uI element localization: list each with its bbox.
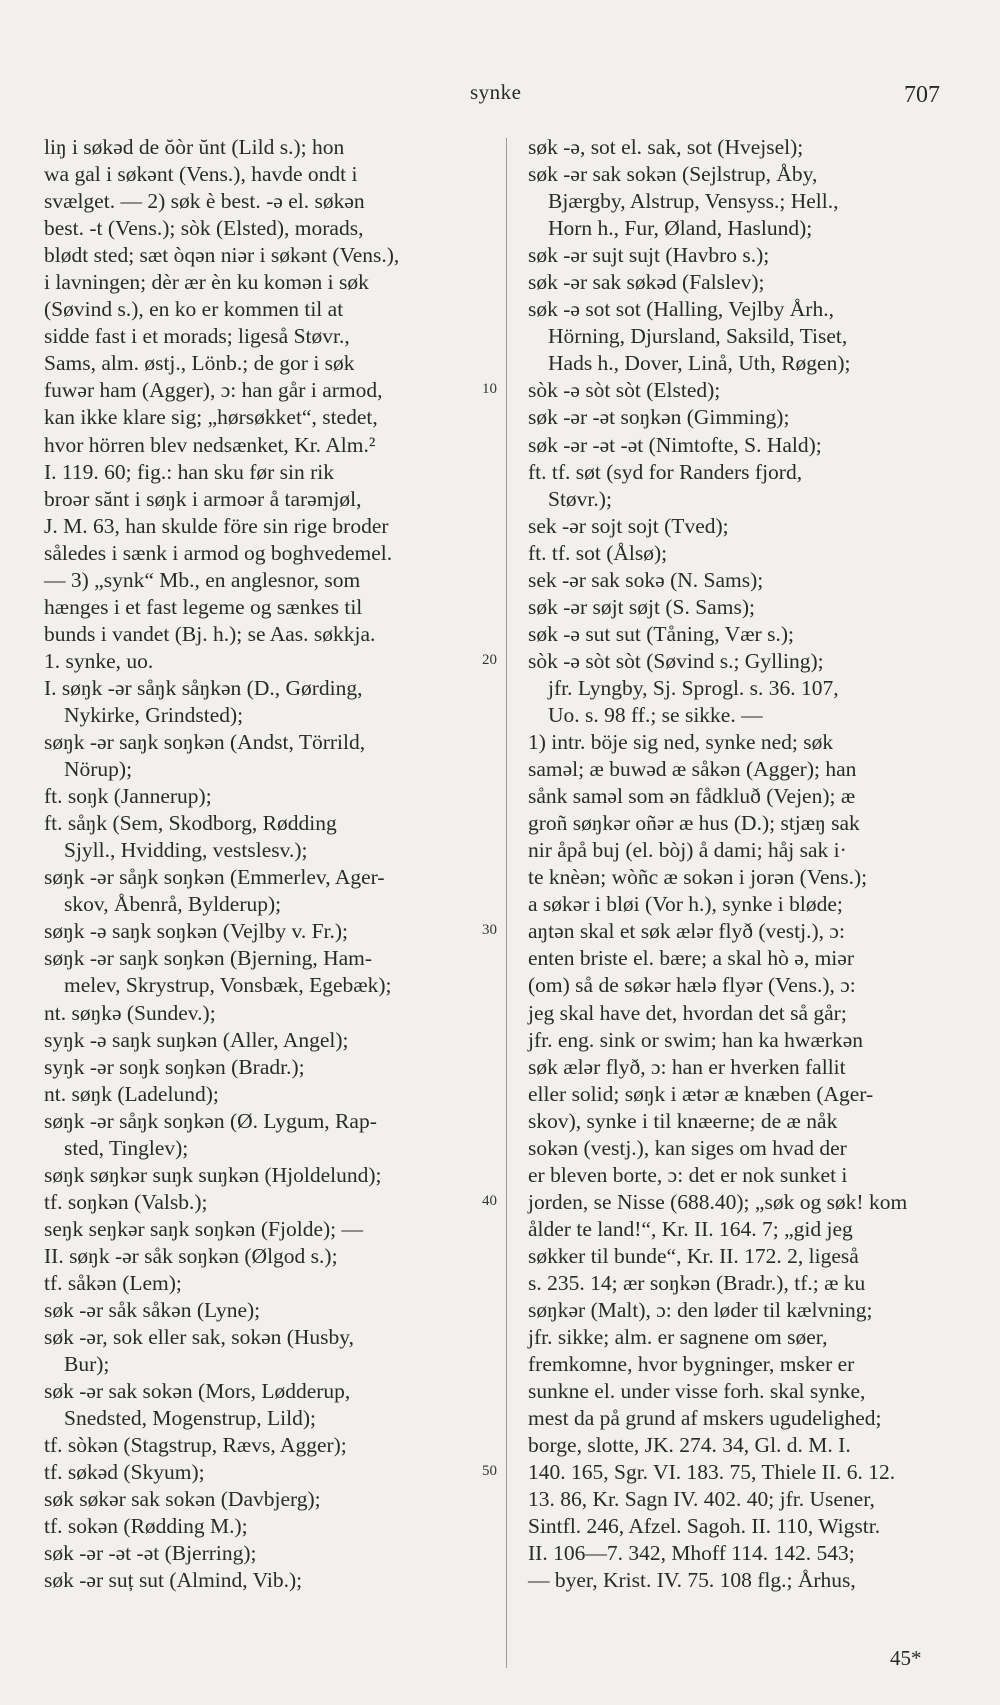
left-text-line: best. -t (Vens.); sòk (Elsted), morads, — [44, 216, 364, 241]
left-text-line: blødt sted; sæt òqən niər i søkənt (Vens.), — [44, 243, 400, 268]
left-text-line: syŋk -ər soŋk soŋkən (Bradr.); — [44, 1054, 305, 1079]
right-text-line: II. 106—7. 342, Mhoff 114. 142. 543; — [528, 1541, 855, 1566]
left-text-line: hænges i et fast legeme og sænkes til — [44, 594, 363, 619]
right-text-line: søŋkər (Malt), ɔ: den løder til kælvning; — [528, 1298, 873, 1323]
left-text-line: (Søvind s.), en ko er kommen til at — [44, 297, 344, 322]
right-text-line: søk -ər sujt sujt (Havbro s.); — [528, 243, 770, 268]
left-text-line: Sjyll., Hvidding, vestslesv.); — [64, 838, 308, 863]
signature-mark: 45* — [890, 1646, 922, 1670]
right-text-line: 1) intr. böje sig ned, synke ned; søk — [528, 730, 834, 755]
right-text-line: sek -ər sojt sojt (Tved); — [528, 513, 729, 538]
right-text-line: mest da på grund af mskers ugudelighed; — [528, 1406, 882, 1431]
page-number: 707 — [904, 82, 940, 108]
left-text-line: Nörup); — [64, 757, 133, 782]
left-text-line: svælget. — 2) søk è best. -ə el. søkən — [44, 189, 365, 214]
right-text-line: er bleven borte, ɔ: det er nok sunket i — [528, 1162, 848, 1187]
right-text-line: te knèən; wòñc æ sokən i jorən (Vens.); — [528, 865, 868, 890]
right-text-line: jeg skal have det, hvordan det så går; — [528, 1000, 847, 1025]
left-text-line: ft. soŋk (Jannerup); — [44, 784, 212, 809]
left-column — [44, 134, 484, 1595]
right-text-line: sek -ər sak sokə (N. Sams); — [528, 567, 764, 592]
right-text-line: enten briste el. bære; a skal hò ə, miər — [528, 946, 854, 971]
right-text-line: Bjærgby, Alstrup, Vensyss.; Hell., — [548, 189, 839, 214]
left-text-line: Sams, alm. østj., Lönb.; de gor i søk — [44, 351, 355, 376]
right-text-line: sokən (vestj.), kan siges om hvad der — [528, 1135, 847, 1160]
left-text-line: II. søŋk -ər såk soŋkən (Ølgod s.); — [44, 1243, 338, 1268]
right-text-line: søk -ə sot sot (Halling, Vejlby Årh., — [528, 297, 834, 322]
right-text-line: Sintfl. 246, Afzel. Sagoh. II. 110, Wigstr. — [528, 1514, 881, 1539]
left-text-line: skov, Åbenrå, Bylderup); — [64, 892, 282, 917]
right-text-line: Horn h., Fur, Øland, Haslund); — [548, 216, 813, 241]
left-text-line: nt. søŋkə (Sundev.); — [44, 1000, 216, 1025]
right-text-line: borge, slotte, JK. 274. 34, Gl. d. M. I. — [528, 1433, 851, 1458]
right-text-line: — byer, Krist. IV. 75. 108 flg.; Århus, — [528, 1568, 856, 1593]
right-text-line: søk -ər sak søkəd (Falslev); — [528, 270, 765, 295]
left-text-line: ft. såŋk (Sem, Skodborg, Rødding — [44, 811, 337, 836]
right-text-line: søk -ər sak sokən (Sejlstrup, Åby, — [528, 162, 818, 187]
right-text-line: søkker til bunde“, Kr. II. 172. 2, ligeså — [528, 1243, 859, 1268]
running-head: synke — [470, 80, 522, 104]
right-text-line: Støvr.); — [548, 486, 612, 511]
left-text-line: søŋk søŋkər suŋk suŋkən (Hjoldelund); — [44, 1162, 382, 1187]
left-text-line: tf. sokən (Rødding M.); — [44, 1514, 248, 1539]
right-text-line: søk -ər -ət soŋkən (Gimming); — [528, 405, 790, 430]
left-text-line: J. M. 63, han skulde före sin rige broder — [44, 513, 389, 538]
left-text-line: syŋk -ə saŋk suŋkən (Aller, Angel); — [44, 1027, 349, 1052]
left-text-line: hvor hörren blev nedsænket, Kr. Alm.² — [44, 432, 376, 457]
right-text-line: skov), synke i til knæerne; de æ nåk — [528, 1108, 838, 1133]
right-text-line: 140. 165, Sgr. VI. 183. 75, Thiele II. 6. 12. — [528, 1460, 896, 1485]
right-text-line: groñ søŋkər oñər æ hus (D.); stjæŋ sak — [528, 811, 860, 836]
left-text-line: seŋk seŋkər saŋk soŋkən (Fjolde); — — [44, 1216, 363, 1241]
right-text-line: sånk saməl som ən fådkluð (Vejen); æ — [528, 784, 856, 809]
left-text-line: således i sænk i armod og boghvedemel. — [44, 540, 393, 565]
left-text-line: Bur); — [64, 1352, 110, 1377]
column-rule — [506, 138, 507, 1668]
left-text-line: søŋk -ər såŋk soŋkən (Ø. Lygum, Rap- — [44, 1108, 377, 1133]
right-text-line: (om) så de søkər hælə flyər (Vens.), ɔ: — [528, 973, 856, 998]
right-text-line: søk -ə sut sut (Tåning, Vær s.); — [528, 621, 794, 646]
left-text-line: wa gal i søkənt (Vens.), havde ondt i — [44, 162, 358, 187]
left-text-line: Snedsted, Mogenstrup, Lild); — [64, 1406, 317, 1431]
left-text-line: 1. synke, uo. — [44, 648, 154, 673]
left-text-line: søk -ər såk såkən (Lyne); — [44, 1298, 261, 1323]
right-text-line: eller solid; søŋk i ætər æ knæben (Ager- — [528, 1081, 874, 1106]
right-text-line: ft. tf. sot (Ålsø); — [528, 540, 668, 565]
left-text-line: fuwər ham (Agger), ɔ: han går i armod, — [44, 378, 383, 403]
left-text-line: broər sănt i søŋk i armoər å tarəmjøl, — [44, 486, 362, 511]
left-text-line: søk -ər, sok eller sak, sokən (Husby, — [44, 1325, 355, 1350]
left-text-line: søk -ər sak sokən (Mors, Lødderup, — [44, 1379, 351, 1404]
right-text-line: aŋtən skal et søk ælər flyð (vestj.), ɔ: — [528, 919, 845, 944]
left-text-line: liŋ i søkəd de ŏòr ŭnt (Lild s.); hon — [44, 135, 345, 159]
line-number-mark: 30 — [482, 922, 497, 939]
line-number-mark: 50 — [482, 1463, 497, 1480]
left-text-line: sidde fast i et morads; ligeså Støvr., — [44, 324, 350, 349]
left-text-line: søŋk -ə saŋk soŋkən (Vejlby v. Fr.); — [44, 919, 349, 944]
right-text-line: s. 235. 14; ær soŋkən (Bradr.), tf.; æ ku — [528, 1270, 866, 1295]
right-text-line: fremkomne, hvor bygninger, msker er — [528, 1352, 855, 1377]
right-text-line: søk -ər søjt søjt (S. Sams); — [528, 594, 755, 619]
right-text-line: jfr. sikke; alm. er sagnene om søer, — [528, 1325, 828, 1350]
left-text-line: tf. søkəd (Skyum); — [44, 1460, 205, 1485]
line-number-mark: 40 — [482, 1192, 497, 1209]
right-text-line: sòk -ə sòt sòt (Søvind s.; Gylling); — [528, 648, 824, 673]
right-text-line: a søkər i bløi (Vor h.), synke i bløde; — [528, 892, 843, 917]
left-text-line: tf. såkən (Lem); — [44, 1270, 182, 1295]
left-text-line: tf. soŋkən (Valsb.); — [44, 1189, 208, 1214]
line-number-mark: 10 — [482, 381, 497, 398]
right-text-line: jorden, se Nisse (688.40); „søk og søk! kom — [528, 1189, 908, 1214]
right-text-line: Hads h., Dover, Linå, Uth, Røgen); — [548, 351, 851, 376]
right-text-line: Hörning, Djursland, Saksild, Tiset, — [548, 324, 848, 349]
right-text-line: saməl; æ buwəd æ såkən (Agger); han — [528, 757, 857, 782]
left-text-line: I. 119. 60; fig.: han sku før sin rik — [44, 459, 335, 484]
left-text-line: i lavningen; dèr ær èn ku komən i søk — [44, 270, 369, 295]
right-text-line: nir åpå buj (el. bòj) å dami; håj sak i· — [528, 838, 847, 863]
right-text-line: Uo. s. 98 ff.; se sikke. — — [548, 702, 763, 727]
right-text-line: jfr. Lyngby, Sj. Sprogl. s. 36. 107, — [548, 675, 839, 700]
right-text-line: sunkne el. under visse forh. skal synke, — [528, 1379, 866, 1404]
right-text-line: sòk -ə sòt sòt (Elsted); — [528, 378, 721, 403]
right-text-line: ålder te land!“, Kr. II. 164. 7; „gid jeg — [528, 1216, 853, 1241]
left-text-line: tf. sòkən (Stagstrup, Rævs, Agger); — [44, 1433, 347, 1458]
right-column — [528, 134, 948, 1595]
right-text-line: jfr. eng. sink or swim; han ka hwærkən — [528, 1027, 863, 1052]
left-text-line: Nykirke, Grindsted); — [64, 702, 244, 727]
left-text-line: søŋk -ər såŋk soŋkən (Emmerlev, Ager- — [44, 865, 385, 890]
left-text-line: I. søŋk -ər såŋk såŋkən (D., Gørding, — [44, 675, 363, 700]
line-number-mark: 20 — [482, 651, 497, 668]
right-text-line: ft. tf. søt (syd for Randers fjord, — [528, 459, 803, 484]
left-text-line: bunds i vandet (Bj. h.); se Aas. søkkja. — [44, 621, 376, 646]
left-text-line: kan ikke klare sig; „hørsøkket“, stedet, — [44, 405, 378, 430]
left-text-line: søŋk -ər saŋk soŋkən (Bjerning, Ham- — [44, 946, 373, 971]
left-text-line: søk -ər -ət -ət (Bjerring); — [44, 1541, 257, 1566]
left-text-line: nt. søŋk (Ladelund); — [44, 1081, 219, 1106]
left-text-line: søŋk -ər saŋk soŋkən (Andst, Törrild, — [44, 730, 366, 755]
left-text-line: søk søkər sak sokən (Davbjerg); — [44, 1487, 321, 1512]
right-text-line: 13. 86, Kr. Sagn IV. 402. 40; jfr. Usener, — [528, 1487, 875, 1512]
right-text-line: søk -ə, sot el. sak, sot (Hvejsel); — [528, 135, 804, 159]
right-text-line: søk -ər -ət -ət (Nimtofte, S. Hald); — [528, 432, 822, 457]
left-text-line: melev, Skrystrup, Vonsbæk, Egebæk); — [64, 973, 392, 998]
right-text-line: søk ælər flyð, ɔ: han er hverken fallit — [528, 1054, 846, 1079]
left-text-line: — 3) „synk“ Mb., en anglesnor, som — [44, 567, 361, 592]
left-text-line: sted, Tinglev); — [64, 1135, 189, 1160]
left-text-line: søk -ər suț sut (Almind, Vib.); — [44, 1568, 303, 1593]
